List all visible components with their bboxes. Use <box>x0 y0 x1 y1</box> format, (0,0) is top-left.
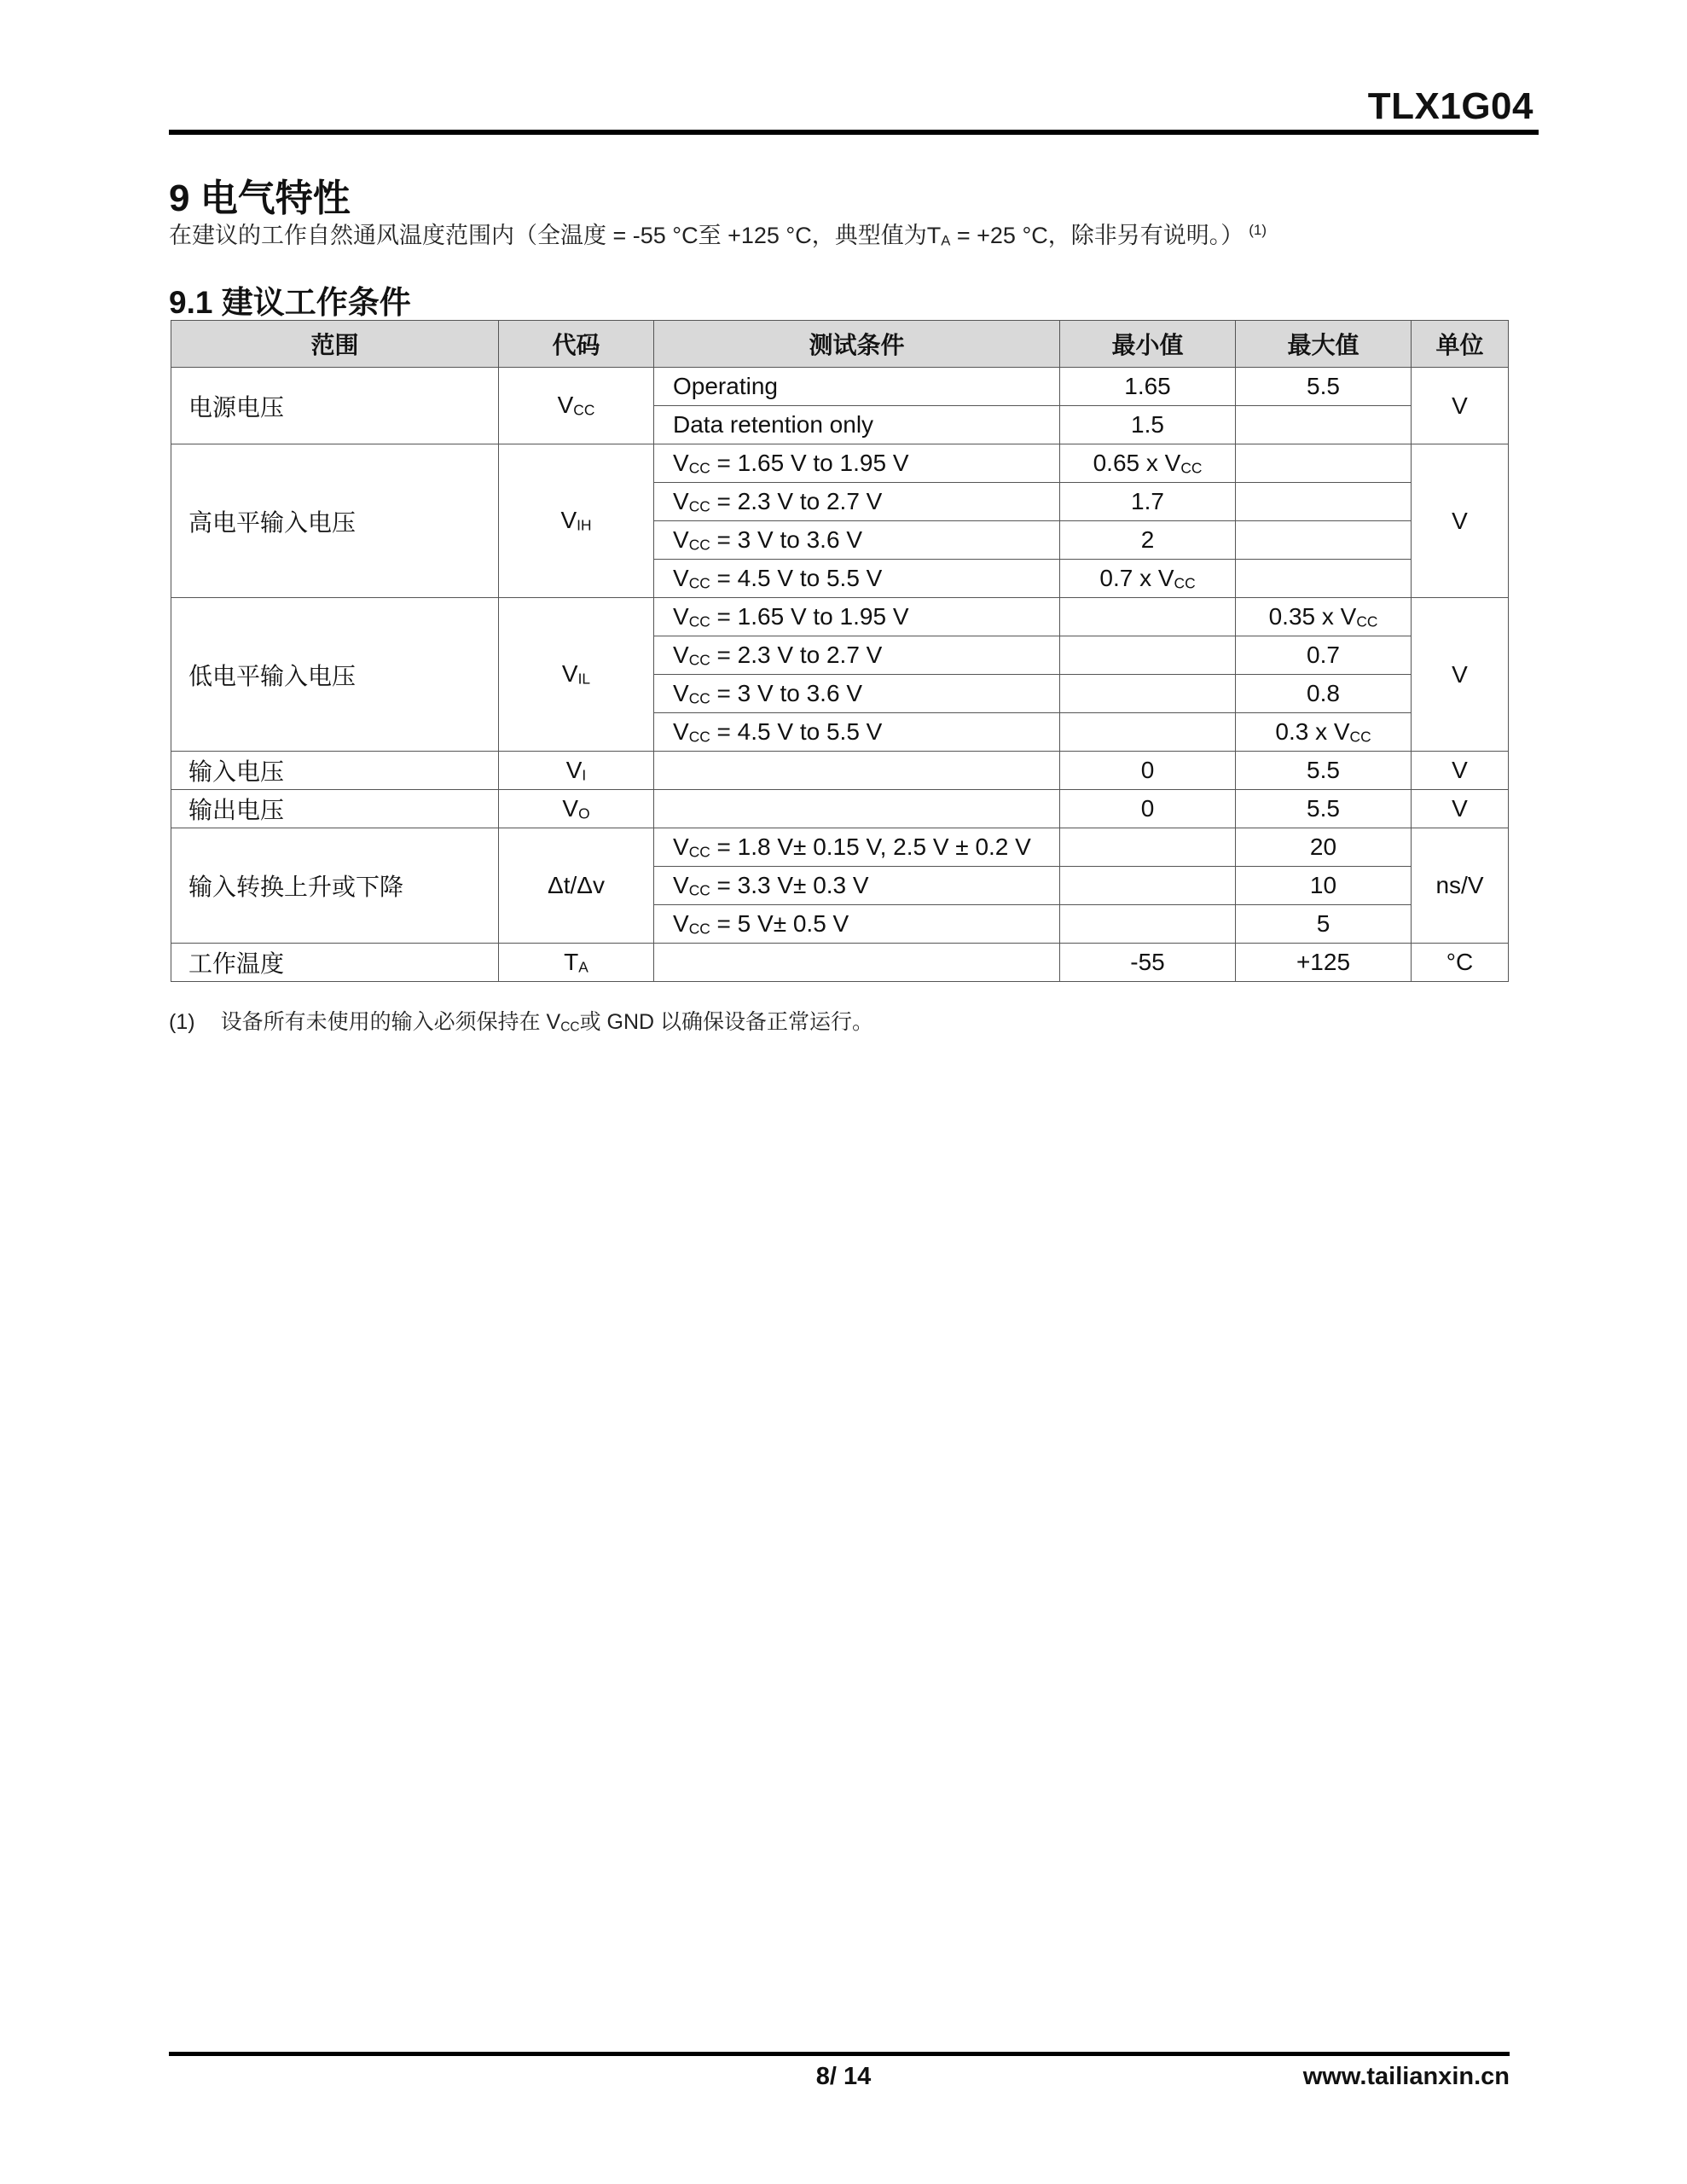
unit-value: V <box>1412 598 1509 752</box>
test-condition <box>654 752 1060 790</box>
param-supply-voltage: 电源电压 <box>171 368 499 444</box>
table-row <box>171 368 1509 406</box>
min-value <box>1060 598 1236 636</box>
subsection-title: 9.1 建议工作条件 <box>169 285 411 320</box>
table-row <box>171 598 1509 636</box>
unit-value: V <box>1412 368 1509 444</box>
max-value: 0.8 <box>1236 675 1412 713</box>
unit-value: V <box>1412 752 1509 790</box>
header-min: 最小值 <box>1060 321 1236 368</box>
test-condition: $V_{CC} = 3.3$ V± 0.3 V <box>654 867 1060 905</box>
test-condition: $V_{CC} = 1.65$ V to 1.95 V <box>654 598 1060 636</box>
min-value <box>1060 828 1236 867</box>
test-condition: Data retention only <box>654 406 1060 444</box>
min-value: 0.65 x $V_{CC}$ <box>1060 444 1236 483</box>
param-input-transition: 输入转换上升或下降 <box>171 828 499 944</box>
unit-value: ns/V <box>1412 828 1509 944</box>
max-value: 5.5 <box>1236 752 1412 790</box>
document-title: TLX1G04 <box>1367 85 1533 127</box>
max-value: 0.7 <box>1236 636 1412 675</box>
footnote-number: (1) <box>169 1010 195 1034</box>
unit-value: °C <box>1412 944 1509 982</box>
symbol-vi: $V_I$ <box>499 752 654 790</box>
symbol-vcc: $V_{CC}$ <box>499 368 654 444</box>
min-value <box>1060 675 1236 713</box>
table-row <box>171 752 1509 790</box>
param-input-voltage: 输入电压 <box>171 752 499 790</box>
test-condition: $V_{CC} = 1.65$ V to 1.95 V <box>654 444 1060 483</box>
min-value: 0 <box>1060 752 1236 790</box>
max-value: 20 <box>1236 828 1412 867</box>
header-range: 范围 <box>171 321 499 368</box>
table-row <box>171 444 1509 483</box>
table-row <box>171 790 1509 828</box>
section-description: 在建议的工作自然通风温度范围内（全温度 = -55 °C至 +125 °C，典型值为$T_A = +25$ °C，除非另有说明。） $^{(1)}$ <box>169 222 1267 249</box>
max-value: 5.5 <box>1236 368 1412 406</box>
symbol-vil: $V_{IL}$ <box>499 598 654 752</box>
max-value <box>1236 483 1412 521</box>
min-value <box>1060 867 1236 905</box>
test-condition: $V_{CC} = 1.8$ V± 0.15 V, 2.5 V ± 0.2 V <box>654 828 1060 867</box>
symbol-ta: $T_A$ <box>499 944 654 982</box>
test-condition: $V_{CC} = 2.3$ V to 2.7 V <box>654 483 1060 521</box>
test-condition <box>654 790 1060 828</box>
table-row <box>171 828 1509 867</box>
min-value: 0.7 x $V_{CC}$ <box>1060 560 1236 598</box>
min-value: 1.65 <box>1060 368 1236 406</box>
min-value: -55 <box>1060 944 1236 982</box>
max-value: 10 <box>1236 867 1412 905</box>
test-condition: $V_{CC} = 4.5$ V to 5.5 V <box>654 713 1060 752</box>
footer-divider <box>169 2052 1510 2056</box>
test-condition: $V_{CC} = 2.3$ V to 2.7 V <box>654 636 1060 675</box>
header-symbol: 代码 <box>499 321 654 368</box>
max-value: 5.5 <box>1236 790 1412 828</box>
min-value <box>1060 713 1236 752</box>
param-output-voltage: 输出电压 <box>171 790 499 828</box>
param-operating-temperature: 工作温度 <box>171 944 499 982</box>
param-low-level-input-voltage: 低电平输入电压 <box>171 598 499 752</box>
test-condition: $V_{CC} = 3$ V to 3.6 V <box>654 521 1060 560</box>
symbol-vo: $V_O$ <box>499 790 654 828</box>
max-value: 0.3 x $V_{CC}$ <box>1236 713 1412 752</box>
page-number: 8/ 14 <box>815 2063 872 2090</box>
max-value: 5 <box>1236 905 1412 944</box>
recommended-operating-conditions-table <box>171 320 1509 982</box>
test-condition <box>654 944 1060 982</box>
unit-value: V <box>1412 790 1509 828</box>
website-url: www.tailianxin.cn <box>1302 2063 1510 2090</box>
table-header-row <box>171 321 1509 368</box>
max-value: +125 <box>1236 944 1412 982</box>
test-condition: $V_{CC} = 4.5$ V to 5.5 V <box>654 560 1060 598</box>
param-high-level-input-voltage: 高电平输入电压 <box>171 444 499 598</box>
max-value <box>1236 444 1412 483</box>
max-value <box>1236 521 1412 560</box>
symbol-dt-dv: Δt/Δv <box>499 828 654 944</box>
header-max: 最大值 <box>1236 321 1412 368</box>
min-value: 0 <box>1060 790 1236 828</box>
unit-value: V <box>1412 444 1509 598</box>
min-value <box>1060 636 1236 675</box>
min-value <box>1060 905 1236 944</box>
footnote: (1) 设备所有未使用的输入必须保持在 $V_{CC}$或 GND 以确保设备正常运行。 <box>169 1010 874 1035</box>
max-value: 0.35 x $V_{CC}$ <box>1236 598 1412 636</box>
header-unit: 单位 <box>1412 321 1509 368</box>
header-divider <box>169 130 1539 135</box>
section-title: 9 电气特性 <box>169 177 351 219</box>
min-value: 1.7 <box>1060 483 1236 521</box>
footnote-reference: (1) <box>1249 222 1267 238</box>
test-condition: $V_{CC} = 3$ V to 3.6 V <box>654 675 1060 713</box>
min-value: 1.5 <box>1060 406 1236 444</box>
header-test-conditions: 测试条件 <box>654 321 1060 368</box>
table-row <box>171 944 1509 982</box>
max-value <box>1236 560 1412 598</box>
symbol-vih: $V_{IH}$ <box>499 444 654 598</box>
test-condition: $V_{CC} = 5$ V± 0.5 V <box>654 905 1060 944</box>
test-condition: Operating <box>654 368 1060 406</box>
min-value: 2 <box>1060 521 1236 560</box>
max-value <box>1236 406 1412 444</box>
